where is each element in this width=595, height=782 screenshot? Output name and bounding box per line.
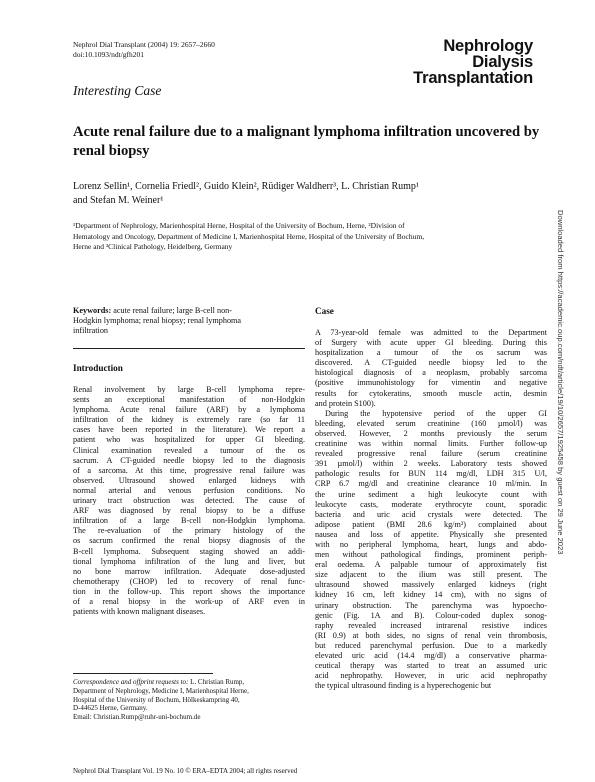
correspondence-label: Correspondence and offprint requests to: [73, 678, 189, 686]
text-line: normal arterial and venous perfusion conditions. No [73, 485, 305, 495]
text-line: tional lymphoma infiltration of the lung and liver, but [73, 556, 305, 566]
text-line: patient who was hospitalized for upper GI bleeding. [73, 435, 305, 445]
text-line: tion in the follow-up. This report shows the importance [73, 586, 305, 596]
text-line: with no peripheral lymphoma, heart, lungs and abdo- [315, 539, 547, 549]
correspondence-line-3: Hospital of the University of Bochum, Hölkeskampring 40, [73, 695, 240, 704]
text-line: men without pathological findings, prominent periph- [315, 550, 547, 560]
journal-citation-block [73, 40, 215, 60]
keywords-divider [73, 348, 305, 349]
text-line: lymphoma. Acute renal failure (ARF) by a lymphoma [73, 405, 305, 415]
text-line: sacrum. A CT-guided needle biopsy led to the diagnosis [73, 455, 305, 465]
logo-line-3: Transplantation [413, 69, 533, 87]
text-line: the urine sediment a high leukocyte count with [315, 489, 547, 499]
case-paragraph-2 [315, 409, 547, 692]
text-line: observed. Ultrasound showed enlarged kidneys with [73, 475, 305, 485]
text-line: discovered. A CT-guided needle biopsy led to the [315, 358, 547, 368]
text-line: CRP 6.7 mg/dl and creatinine clearance 10 ml/min. In [315, 479, 547, 489]
correspondence-email: Email: Christian.Rump@ruhr-uni-bochum.de [73, 713, 201, 722]
text-line: ceutical therapy was started to treat an assumed uric [315, 661, 547, 671]
text-line: results for cytokeratins, smooth muscle actin, desmin [315, 388, 547, 398]
text-line: the typical ultrasound finding is a hyperechogenic but [315, 681, 492, 691]
case-body [315, 328, 547, 691]
text-line: ARF was diagnosed by renal biopsy to be a diffuse [73, 506, 305, 516]
text-line: pathologic results for BUN 114 mg/dl, LDH 315 U/l, [315, 469, 547, 479]
text-line: genic (Fig. 1A and B). Colour-coded duplex sonog- [315, 610, 547, 620]
affiliation-line-2: Hematology and Oncology, Department of Medicine I, Marienhospital Herne, Hospital of the University of Bochum, [73, 231, 425, 241]
text-line: histological diagnosis of a neoplasm, probably sarcoma [315, 368, 547, 378]
text-line: os sacrum confirmed the renal biopsy diagnosis of the [73, 536, 305, 546]
doi-text: doi:10.1093/ndt/gfh201 [73, 50, 145, 59]
footnote-divider [73, 673, 213, 674]
affiliation-line-1: ¹Department of Nephrology, Marienhospital Herne, Hospital of the University of Bochum, Herne, ²Division of [73, 221, 405, 230]
download-watermark: Downloaded from https://academic.oup.com/ndt/article/19/10/2657/1925458 by guest on 29 June 2023 [556, 210, 565, 555]
correspondence-line-2: Department of Nephrology, Medicine I, Marienhospital Herne, [73, 686, 249, 695]
text-line: revealed progressive renal failure (serum creatinine [315, 449, 547, 459]
text-line: The re-evaluation of the primary histology of the [73, 526, 305, 536]
text-line: cases have been reported in the literature). We report a [73, 425, 305, 435]
text-line: but reduced parenchymal perfusion. Due to a markedly [315, 640, 547, 650]
introduction-body [73, 385, 305, 617]
keywords-line-1: acute renal failure; large B-cell non- [113, 306, 232, 315]
text-line: urinary tract obstruction was detected. The cause of [73, 496, 305, 506]
text-line: adipose patient (BMI 28.6 kg/m²) complained about [315, 519, 547, 529]
text-line: Renal involvement by large B-cell lymphoma repre- [73, 385, 305, 394]
logo-line-1: Nephrology [443, 37, 533, 55]
keywords-line-3: infiltration [73, 326, 109, 336]
correspondence-line-4: D-44625 Herne, Germany. [73, 704, 148, 713]
case-heading: Case [315, 306, 334, 316]
text-line: 391 µmol/l) within 2 weeks. Laboratory tests showed [315, 459, 547, 469]
text-line: and protein S100). [315, 398, 376, 408]
text-line: patients with known malignant diseases. [73, 607, 206, 617]
keywords-line-2: Hodgkin lymphoma; renal biopsy; renal lymphoma [73, 316, 242, 326]
text-line: infiltration of a large B-cell non-Hodgkin lymphoma. [73, 516, 305, 526]
text-line: ultrasound showed massively enlarged kidneys (right [315, 580, 547, 590]
text-line: hospitalization a tumour of the os sacrum was [315, 348, 547, 358]
page-footer: Nephrol Dial Transplant Vol. 19 No. 10 © ERA–EDTA 2004; all rights reserved [73, 767, 298, 775]
text-line: of a sarcoma. At this time, progressive renal failure was [73, 465, 305, 475]
text-line: bacteria and uric acid crystals were detected. The [315, 509, 547, 519]
text-line: of a renal biopsy in the work-up of ARF even in [73, 596, 305, 606]
text-line: urinary obstruction. The parenchyma was hypoecho- [315, 600, 547, 610]
text-line: infiltration of the kidney is extremely rare (so far 11 [73, 415, 305, 425]
text-line: eral oedema. A palpable tumour of approximately fist [315, 560, 547, 570]
text-line: Clinical examination revealed a tumour of the os [73, 445, 305, 455]
text-line: observed. However, 2 months previously the serum [315, 428, 547, 438]
text-line: During the hypotensive period of the upper GI [325, 408, 547, 418]
author-list [73, 180, 543, 207]
text-line: A 73-year-old female was admitted to the Department [315, 328, 547, 337]
text-line: creatinine was within normal limits. Further follow-up [315, 439, 547, 449]
journal-logo [413, 38, 533, 87]
text-line: sents an exceptional manifestation of non-Hodgkin [73, 395, 305, 405]
text-line: kidney 16 cm, left kidney 14 cm), with no signs of [315, 590, 547, 600]
text-line: bleeding, elevated serum creatinine (160 µmol/l) was [315, 418, 547, 428]
text-line: chemotherapy (CHOP) led to recovery of renal func- [73, 576, 305, 586]
case-paragraph-1 [315, 328, 547, 409]
keywords-block [73, 306, 305, 336]
text-line: of Surgery with acute upper GI bleeding. During this [315, 338, 547, 348]
affiliation-line-3: Herne and ³Clinical Pathology, Heidelberg, Germany [73, 242, 233, 251]
text-line: (RI 0.9) at both sides, no signs of renal vein thrombosis, [315, 630, 547, 640]
text-line: B-cell lymphoma. Subsequent staging showed an addi- [73, 546, 305, 556]
text-line: leukocyte casts, moderate erythrocyte count, sporadic [315, 499, 547, 509]
correspondence-block [73, 678, 305, 722]
logo-line-2: Dialysis [472, 53, 533, 71]
correspondence-line-1: L. Christian Rump, [190, 678, 245, 686]
author-line-1: Lorenz Sellin¹, Cornelia Friedl², Guido Klein², Rüdiger Waldherr³, L. Christian Rump¹ [73, 181, 419, 192]
text-line: no bone marrow infiltration. Adequate dose-adjusted [73, 566, 305, 576]
affiliations [73, 221, 543, 253]
journal-citation: Nephrol Dial Transplant (2004) 19: 2657–2660 [73, 40, 215, 49]
text-line: acid nephropathy. However, in uric acid nephropathy [315, 671, 547, 681]
text-line: nausea and loss of appetite. Physically she presented [315, 529, 547, 539]
author-line-2: and Stefan M. Weiner¹ [73, 194, 164, 206]
article-type-label: Interesting Case [73, 83, 162, 98]
text-line: (positive immunohistology for vimentin and negative [315, 378, 547, 388]
text-line: elevated uric acid (14.4 mg/dl) a conservative pharma- [315, 651, 547, 660]
text-line: size adjacent to the ilium was still present. The [315, 570, 547, 580]
article-title: Acute renal failure due to a malignant lymphoma infiltration uncovered by renal biopsy [73, 124, 540, 159]
text-line: raphy revealed increased intrarenal resistive indices [315, 620, 547, 630]
introduction-heading: Introduction [73, 363, 123, 373]
keywords-label: Keywords: [73, 306, 112, 315]
